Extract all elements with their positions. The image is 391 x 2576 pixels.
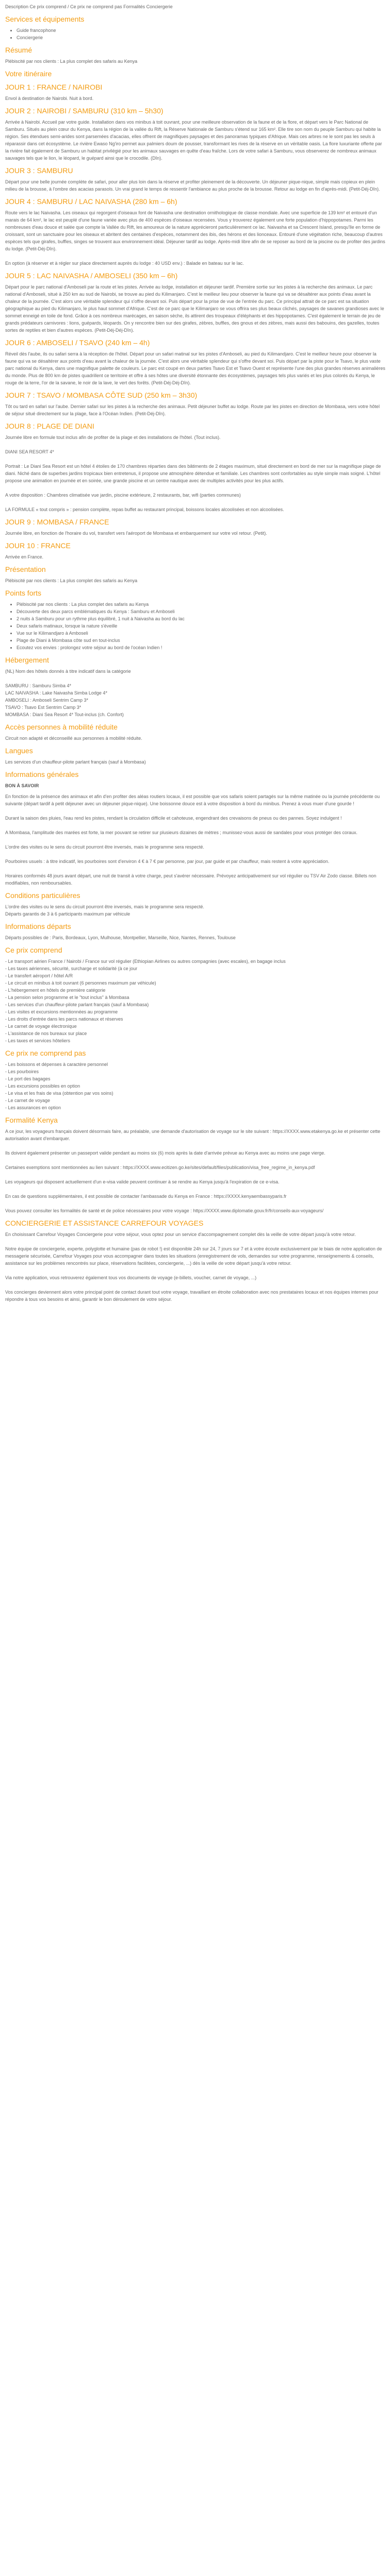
day-title: JOUR 3 : SAMBURU: [5, 166, 73, 175]
prix-item: - Le transport aérien France / Nairobi / France sur vol régulier (Ethiopian Airlines ou autres compagnies (avec escales), en bagage inclus: [5, 959, 286, 964]
day-text: Journée libre, en fonction de l'horaire du vol, transfert vers l'aéroport de Mombasa et embarquement sur votre vol retour. (Petit).: [5, 531, 267, 536]
presentation-heading: Présentation: [5, 565, 46, 573]
day-text: Route vers le lac Naivasha. Les oiseaux qui regorgent d'oiseaux font de Naivasha une destination ornithologique de classe mondiale. Avec une superficie de 139 km² et entouré d'un marais de 64 km², le lac est peuplé d'une faune variée avec plus de 400 espèces d'oiseaux recensées. Vous y trouverez également une forte population d'hippopotames. Parmi les nombreuses d'eau douce et salée que compte la Vallée du Rift, les amoureux de la nature apprécieront particulièrement ce lac. Naivasha et sa Crescent Island, presqu'île en forme de croissant, sont un sanctuaire pour les oiseaux et abritent des centaines d'espèces, notamment des ibis, des hérons et des lionceaux. Entouré d'une végétation riche, beaucoup d'autres espèces tels que girafes, buffles, singes se trouvent aux environnement idéal. Déjeuner tardif au lodge. Après-midi libre afin de se reposer au bord de la piscine ou de profiter des jardins du lodge. (Petit-Déj-Dîn). En option (à réserver et à régler sur place directement auprès du lodge : 40 USD env.) : Balade en bateau sur le lac.: [5, 210, 385, 266]
langues-text: Les services d'un chauffeur-pilote parlant français (sauf à Mombasa): [5, 759, 146, 765]
prixnon-item: - Le visa et les frais de visa (obtention par vos soins): [5, 1091, 113, 1096]
prix-item: - Les visites et excursions mentionnées au programme: [5, 1009, 118, 1014]
day-text: Arrivée en France.: [5, 554, 44, 560]
prixnon-heading: Ce prix ne comprend pas: [5, 1049, 86, 1057]
day-text: Arrivée à Nairobi. Accueil par votre guide. Installation dans vos minibus à toit ouvrant, pour une meilleure observation de la faune et de la flore, et départ vers le Parc National de Samburu. Situés au plein cœur du Kenya, dans la région de la vallée du Rift, la Réserve Nationale de Samburu s'étend sur 165 km². Elle tire son nom du peuple Samburu qui habite la région. Ses étendues semi-arides sont parsemées d'acacias, elles offrent de magnifiques paysages et des panoramas typiques d'Afrique. Mais ces arbres ne le sont pas les seuls à réparassir dans cet écosystème. Le rivière Ewaso Ng'iro permet aux palmiers doum de pousser, transformant les rives de la réserve en un véritable oasis. La flore luxuriante offerte par la rivière fait également de Samburu un habitat privilégié pour les animaux sauvages en quête d'eau fraîche. Lors de votre safari à Samburu, vous observerez de nombreux animaux sauvages tels que le lion, le léopard, le guépard ainsi que le crocodile. (Dîn).: [5, 120, 382, 161]
prixnon-item: - Le carnet de voyage: [5, 1098, 51, 1103]
acces-heading: Accès personnes à mobilité réduite: [5, 723, 118, 731]
day-block: [5, 166, 386, 193]
day-title: JOUR 8 : PLAGE DE DIANI: [5, 422, 94, 430]
prix-item: - L'assistance de nos bureaux sur place: [5, 1031, 87, 1036]
services-item: • Concierge​rie: [17, 34, 386, 41]
prix-item: - Le carnet de voyage électronique: [5, 1024, 77, 1029]
tab-intro: Description Ce prix comprend / Ce prix ne comprend pas Formalités Concierge​rie: [5, 4, 173, 9]
infos-heading: Informations générales: [5, 770, 79, 778]
resume-text: Plébiscité par nos clients : La plus complet des safaris au Kenya: [5, 59, 138, 64]
points-item: • Découverte des deux parcs emblématiques du Kenya : Samburu et Amboseli: [17, 608, 386, 615]
day-block: [5, 197, 386, 267]
prix-item: - L'hébergement en hôtels de première catégorie: [5, 988, 106, 993]
services-list: [5, 27, 386, 41]
prix-item: - La pension selon programme et le "tout inclus" à Mombasa: [5, 995, 129, 1000]
day-block: [5, 271, 386, 334]
prixnon-item: - Les excursions possibles en option: [5, 1083, 80, 1089]
prix-item: - Les taxes aériennes, sécurité, surcharge et solidarité (à ce jour: [5, 966, 138, 971]
day-title: JOUR 9 : MOMBASA / FRANCE: [5, 518, 109, 526]
day-text: Tôt ou tard en safari sur l'aube. Dernier safari sur les pistes à la recherche des animaux. Petit déjeuner buffet au lodge. Route par les pistes en direction de Mombasa, vers votre hôtel de séjour situé directement sur la plage, face à l'Océan Indien. (Petit-Déj-Dîn).: [5, 404, 380, 416]
conditions-text: L'ordre des visites ou le sens du circuit pourront être inversés, mais le programme sera respecté. Départs garantis de 3 à 6 participants maximum par véhicule: [5, 904, 204, 917]
points-item: • Plébiscité par nos clients : La plus complet des safaris au Kenya: [17, 601, 386, 608]
prixnon-item: - Les boissons et dépenses à caractère personnel: [5, 1062, 108, 1067]
conditions-heading: Conditions particulières: [5, 891, 80, 900]
day-block: [5, 82, 386, 102]
points-item: • Vue sur le Kilimandjaro à Amboseli: [17, 630, 386, 637]
formalite-text: A ce jour, les voyageurs français doivent désormais faire, au préalable, une demande d'autorisation de voyage sur le site suivant : https://XXXX.www.etakenya.go.ke et présenter cette autorisation avant d'embarquer. Ils doivent également présenter un passeport valide pendant au moins six (6) mois après la date d'arrivée prévue au Kenya avec au moins une page vierge. Certaines exemptions sont mentionnées au lien suivant : https://XXXX.www.ecitizen.go.ke/sites/default/files/publication/visa_free_regime_in_kenya.pdf Les voyageurs qui disposent actuellement d'un e-visa valide peuvent continuer à se rendre au Kenya jusqu'à l'expiration de ce e-visa. En cas de questions supplémentaires, il est possible de contacter l'ambassade du Kenya en France : https://XXXX.kenyaembassyparis.fr Vous pouvez consulter les formalités de santé et de police nécessaires pour votre voyage : https://XXXX.www.diplomatie.gouv.fr/fr/conseils-aux-voyageurs/: [5, 1129, 381, 1213]
day-block: [5, 517, 386, 537]
points-heading: Points forts: [5, 589, 42, 597]
prix-item: - Les taxes et services hôteliers: [5, 1038, 71, 1043]
langues-heading: Langues: [5, 747, 33, 755]
presentation-text: Plébiscité par nos clients : La plus complet des safaris au Kenya: [5, 578, 138, 583]
points-list: [5, 601, 386, 651]
prixnon-item: - Le port des bagages: [5, 1076, 51, 1081]
prix-item: - Les services d'un chauffeur-pilote parlant français (sauf à Mombasa): [5, 1002, 149, 1007]
day-text: Départ pour une belle journée complète de safari, pour aller plus loin dans la réserve et profiter pleinement de la découverte. Un déjeuner pique-nique, simple mais copieux en plein milieu de la brousse, à l'ombre des acacias parasols. Un vrai grand le temps de ressentir l'ambiance au plus proche de la brousse. Retour au lodge en fin d'après-midi. (Petit-Déj-Dîn).: [5, 179, 380, 192]
prix-list: [5, 958, 386, 1044]
prix-item: - Le transfert aéroport / hôtel A/R: [5, 973, 73, 978]
formalite-heading: Formalité Kenya: [5, 1116, 58, 1124]
prixnon-list: [5, 1061, 386, 1111]
resume-heading: Résumé: [5, 46, 32, 54]
depart-heading: Informations départs: [5, 922, 71, 930]
day-block: [5, 338, 386, 386]
day-text: Journée libre en formule tout inclus afin de profiter de la plage et des installations de l'hôtel. (Tout inclus). DIANI SEA RESORT 4* Portrait : Le Diani Sea Resort est un hôtel 4 étoiles de 170 chambres réparties dans des bâtiments de 2 étages maximum, situé directement en bord de mer sur la magnifique plage de diani. Niché dans de superbes jardins tropicaux bien entretenus, il propose une atmosphère détendue et familiale. Les chambres sont confortables au style simple mais soigné. L'hôtel propose une animation en journée et en soirée, une grande piscine et un centre nautique avec de multiples activités pour les plus actifs. A votre disposition : Chambres climatisée vue jardin, piscine extérieure, 2 restaurants, bar, wifi (parties communes) LA FORMULE « tout compris » : pension complète, repas buffet au restaurant principal, boissons locales alcoolisées et non alcoolisées.: [5, 435, 381, 512]
points-item: • Deux safaris matinaux, lorsque la nature s'éveille: [17, 622, 386, 630]
prix-item: - Les droits d'entrée dans les parcs nationaux et réserves: [5, 1016, 123, 1022]
day-title: JOUR 7 : TSAVO / MOMBASA CÔTE SUD (250 km – 3h30): [5, 391, 198, 399]
day-block: [5, 421, 386, 513]
day-text: Réveil dès l'aube, ils ou safari serra à la réception de l'hôtel. Départ pour un safari matinal sur les pistes d'Amboseli, au pied du Kilimandjaro. C'est le meilleur heure pour observer la faune qui va se désaltérer aux points d'eau avant la chaleur de la journée. C'est alors une véritable splendeur qui s'offre devant soi. Puis départ par la piste pour le Tsavo, le plus vaste parc national du Kenya, dans une magnifique palette de couleurs. Le parc est coupé en deux parties Tsavo Est et Tsavo Ouest et représente l'une des plus grandes réserves animalières du monde. Plus de 800 km de pistes quadrillent ce territoire et offre à ses hôtes une diversité étonnante des écosystèmes, paysages tels plus variés et les plus colorés du Kenya, le rouge de la terre, l'or de la savane, le noir de la lave, le vert des forêts. (Petit-Déj-Déj-Dîn).: [5, 351, 385, 385]
day-block: [5, 391, 386, 417]
points-item: • 2 nuits à Samburu pour un rythme plus équilibré, 1 nuit à Naivasha au bord du lac: [17, 615, 386, 622]
concierge-text: En choisissant Carrefour Voyages Conciergerie pour votre séjour, vous optez pour un service d'accompagnement complet dès la veille de votre départ jusqu'à votre retour. Notre équipe de conciergerie, experte, polyglotte et humaine (pas de robot !) est disponible 24h sur 24, 7 jours sur 7 et à votre écoute exclusivement par le biais de notre application de messagerie sécurisée, Carrefour Voyages pour vous accompagner dans toutes les situations (enregistrement de vols, demandes sur votre programme, renseignements & conseils, assistance sur les problèmes rencontrés sur place, réservations facilitées, conciergerie, ...) dès la veille de votre départ jusqu'à votre retour. Via notre application, vous retrouverez également tous vos documents de voyage (e-billets, voucher, carnet de voyage, ...) Vos concierges deviennent alors votre principal point de contact durant tout votre voyage, travaillant en étroite collaboration avec nos prestataires locaux et nos équipes internes pour répondre à tous vos besoins et ainsi, garantir le bon déroulement de votre séjour.: [5, 1232, 382, 1302]
day-block: [5, 541, 386, 561]
infos-subtitle: BON À SAVOIR: [5, 783, 39, 788]
day-title: JOUR 10 : FRANCE: [5, 541, 71, 550]
services-heading: Services et équipements: [5, 15, 85, 23]
points-item: • Plage de Diani à Mombasa côte sud en tout-inclus: [17, 637, 386, 644]
day-text: Départ pour le parc national d'Amboseli par la route et les pistes. Arrivée au lodge, installation et déjeuner tardif. Première sortie sur les pistes à la recherche des animaux. Le parc national d'Amboseli, situé à 250 km au sud de Nairobi, se trouve au pied du Kilimanjaro. C'est le meilleur lieu pour observer la faune qui va se désaltérer aux points d'eau avant la chaleur de la journée. C'est alors une véritable splendeur qui s'offre devant soi. Puis départ pour la prise de vue de l'entrée du parc. Ce principal attrait de ce parc est sa situation géographique au pied du Kilimanjaro, le plus haut sommet d'Afrique. C'est de ce parc que le Kilimanjaro se vous offrira ses plus beaux clichés, paysages de savanes grandioses avec le sommet enneigé en toile de fond. Grâce à ces nombreux marécages, en saison sèche, ils attirent des troupeaux d'éléphants et des hippopotames. C'est également le terrain de jeu de grands prédateurs carnivores : lions, guépards, léopards. On y rencontre bien sur des girafes, zèbres, buffles, des gnous et des zèbres, mais aussi des babouins, des gazelles, toutes sortes de reptiles et bien d'autres espèces. (Petit-Déj-Déj-Dîn).: [5, 284, 384, 333]
day-title: JOUR 4 : SAMBURU / LAC NAIVASHA (280 km – 6h): [5, 197, 177, 206]
services-item: • Guide francophone: [17, 27, 386, 34]
prix-item: - Le circuit en minibus à toit ouvrant (6 personnes maximum par véhicule): [5, 980, 156, 986]
day-title: JOUR 5 : LAC NAIVASHA / AMBOSELI (350 km – 6h): [5, 272, 178, 280]
day-title: JOUR 6 : AMBOSELI / TSAVO (240 km – 4h): [5, 338, 150, 347]
hebergement-heading: Hébergement: [5, 656, 49, 664]
hebergement-text: (NL) Nom des hôtels donnés à titre indicatif dans la catégorie SAMBURU : Samburu Simba 4* LAC NAIVASHA : Lake Naivasha Simba Lodge 4* AMBOSELI : Amboseli Sentrim Camp 3* TSAVO : Tsavo Est Sentrim Camp 3* MOMBASA : Diani Sea Resort 4* Tout-inclus (ch. Confort): [5, 669, 131, 717]
infos-text: En fonction de la présence des animaux et afin d'en profiter des aléas routiers locaux, il est possible que vos safaris soient partagés sur la même matinée ou la journée précédente ou suivante (départ tardif à petit déjeuner avec un déjeuner pique-nique). Une boissonne douce est à votre disposition à bord du minibus. Prenez à vous muer d'une gourde ! Durant la saison des pluies, l'eau rend les pistes, rendant la circulation difficile et cahoteuse, engendrant des crevaisons de pneus ou des pannes. Soyez indulgent ! A Mombasa, l'amplitude des marées est forte, la mer pouvant se retirer sur plusieurs dizaines de mètres ; munissez-vous aussi de sandales pour vous protéger des coraux. L'ordre des visites ou le sens du circuit pourront être inversés, mais le programme sera respecté. Pourboires usuels : à titre indicatif, les pourboires sont d'environ 4 € à 7 € par personne, par jour, par guide et par chauffeur, mais restent à votre appréciation. Horaires conformés 48 jours avant départ, une nuit de transit à votre charge, peut s'avérer nécessaire. Prévoyez anticipativement sur vol régulier ou TSV Air Zodo classe. Billets non modifiables, non remboursables.: [5, 794, 380, 886]
acces-text: Circuit non adapté et déconseillé aux personnes à mobilité réduite.: [5, 736, 142, 741]
concierge-heading: CONCIERGERIE ET ASSISTANCE CARREFOUR VOYAGES: [5, 1219, 204, 1227]
points-item: • Ecoutez vos envies : prolongez votre séjour au bord de l'océan Indien !: [17, 644, 386, 651]
day-text: Envol à destination de Nairobi. Nuit à bord.: [5, 96, 94, 101]
prix-heading: Ce prix comprend: [5, 946, 62, 954]
depart-text: Départs possibles de : Paris, Bordeaux, Lyon, Mulhouse, Montpellier, Marseille, Nice, Nantes, Rennes, Toulouse: [5, 935, 236, 940]
prixnon-item: - Les pourboires: [5, 1069, 39, 1074]
day-block: [5, 106, 386, 162]
day-title: JOUR 1 : FRANCE / NAIROBI: [5, 83, 103, 91]
itinerary-heading: Votre itinéraire: [5, 70, 52, 78]
prixnon-item: - Les assurances en option: [5, 1105, 61, 1110]
day-title: JOUR 2 : NAIROBI / SAMBURU (310 km – 5h30): [5, 107, 164, 115]
